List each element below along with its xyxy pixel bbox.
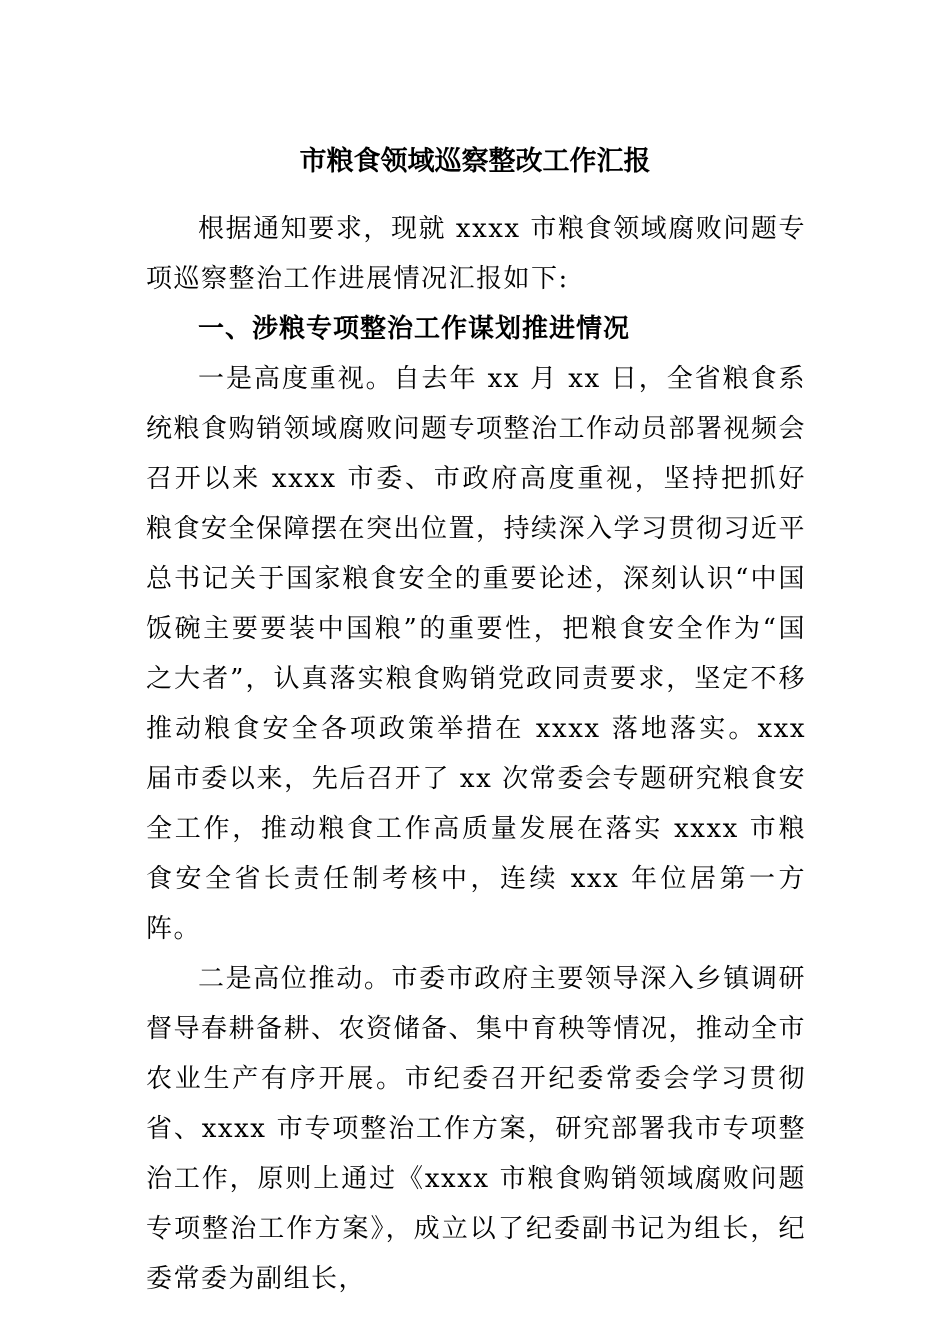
section-heading: 一、涉粮专项整治工作谋划推进情况 [198, 314, 631, 344]
document-title: 市粮食领域巡察整改工作汇报 [299, 146, 651, 177]
paragraph-2: 二是高位推动。市委市政府主要领导深入乡镇调研督导春耕备耕、农资储备、集中育秧等情况，推动全市农业生产有序开展。市纪委召开纪委常委会学习贯彻省、xxxx 市专项整治工作方案，研究部署我市专项整治工作，原则上通过《xxxx 市粮食购销领域腐败问题专项整治工作方案》，成立以了纪委副书记为组长，纪委常委为副组长， [146, 964, 807, 1294]
intro-paragraph: 根据通知要求，现就 xxxx 市粮食领域腐败问题专项巡察整治工作进展情况汇报如下: [146, 214, 806, 294]
paragraph-1: 一是高度重视。自去年 xx 月 xx 日，全省粮食系统粮食购销领域腐败问题专项整治工作动员部署视频会召开以来 xxxx 市委、市政府高度重视，坚持把抓好粮食安全保障摆在突出位置，持续深入学习贯彻习近平总书记关于国家粮食安全的重要论述，深刻认识“中国饭碗主要要装中国粮”的重要性，把粮食安全作为“国之大者”，认真落实粮食购销党政同责要求，坚定不移推动粮食安全各项政策举措在 xxxx 落地落实。xxx 届市委以来，先后召开了 xx 次常委会专题研究粮食安全工作，推动粮食工作高质量发展在落实 xxxx 市粮食安全省长责任制考核中，连续 xxx 年位居第一方阵。 [146, 364, 807, 944]
document-body [146, 204, 806, 1304]
